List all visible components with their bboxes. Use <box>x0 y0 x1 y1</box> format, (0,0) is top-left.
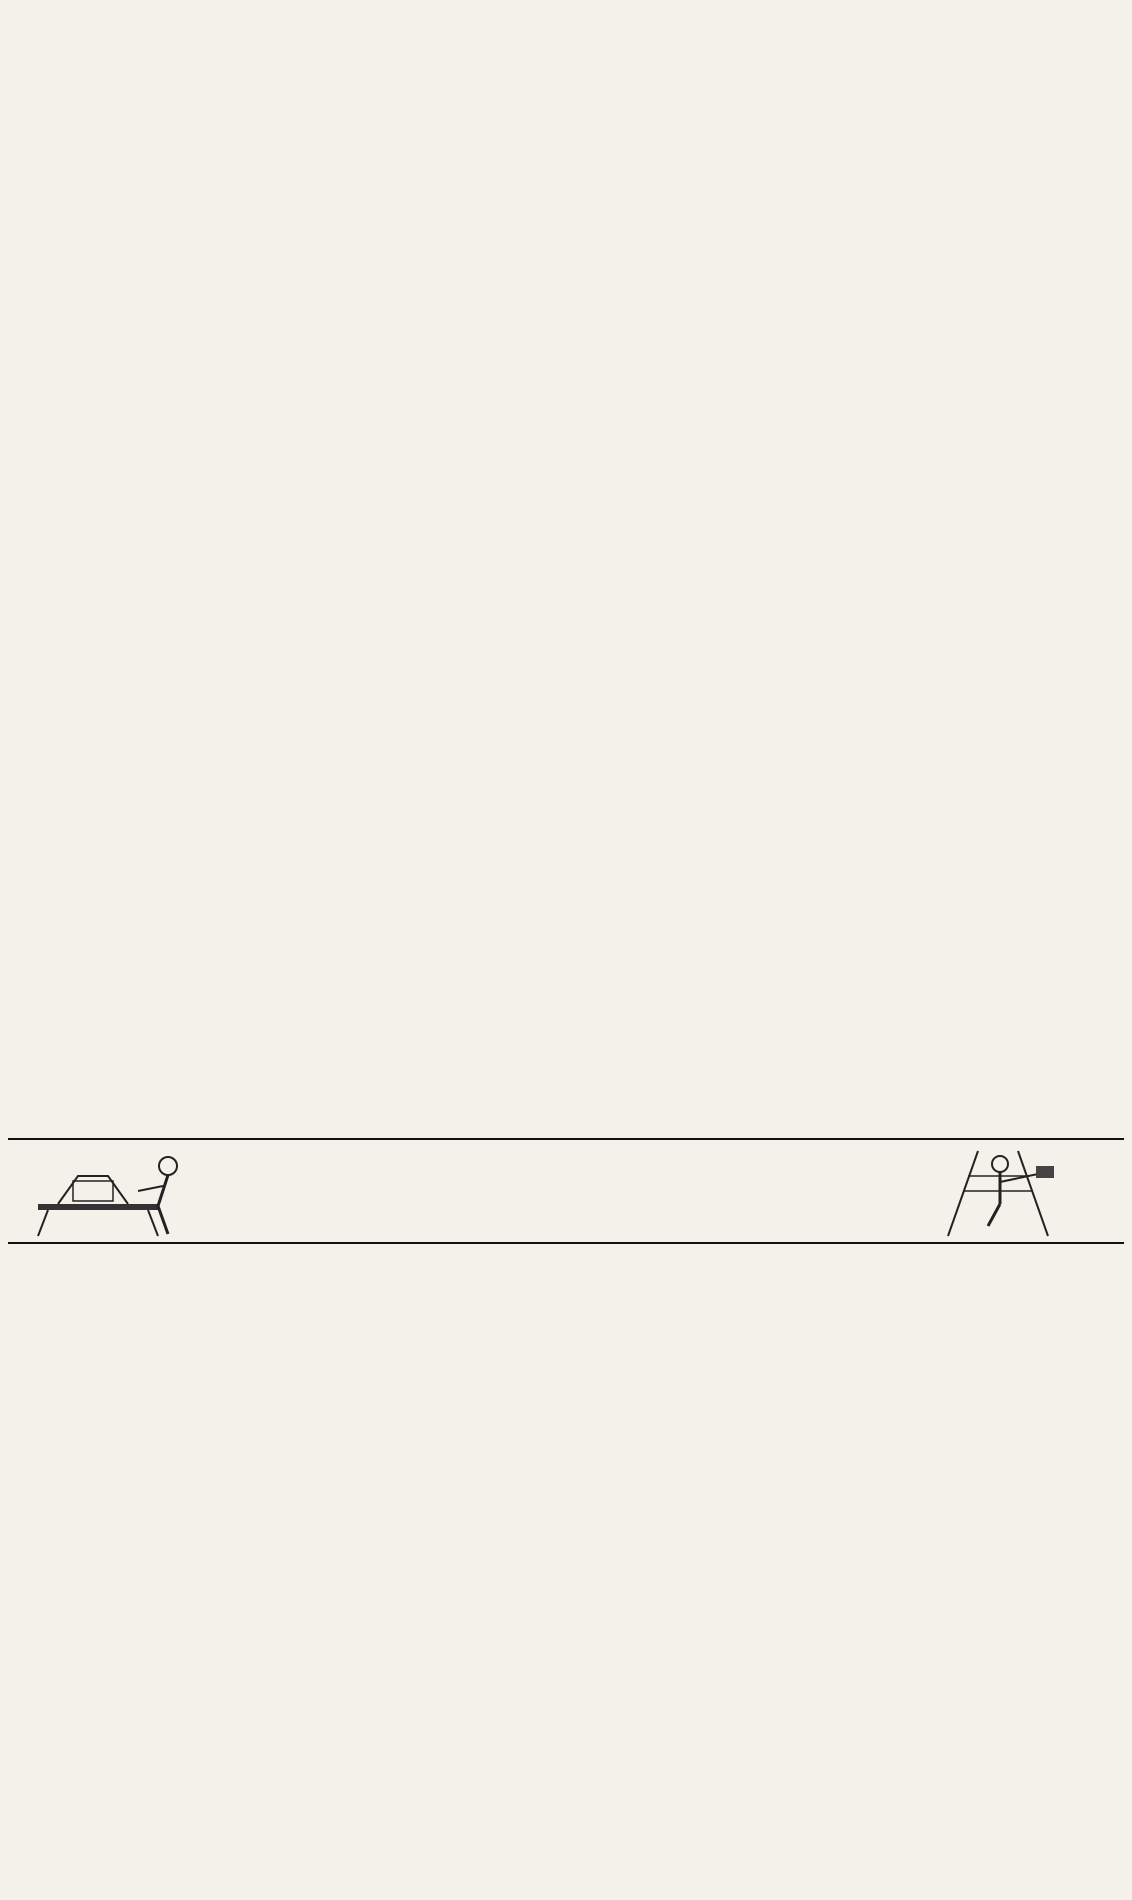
masthead <box>8 6 1124 20</box>
service-guide-columns <box>8 1252 1124 1892</box>
worker-illustration-right <box>908 1146 1108 1238</box>
classified-columns <box>8 68 1124 1130</box>
home-service-guide-banner <box>8 1138 1124 1244</box>
worker-illustration-left <box>18 1146 218 1238</box>
classified-page <box>8 6 1124 1894</box>
